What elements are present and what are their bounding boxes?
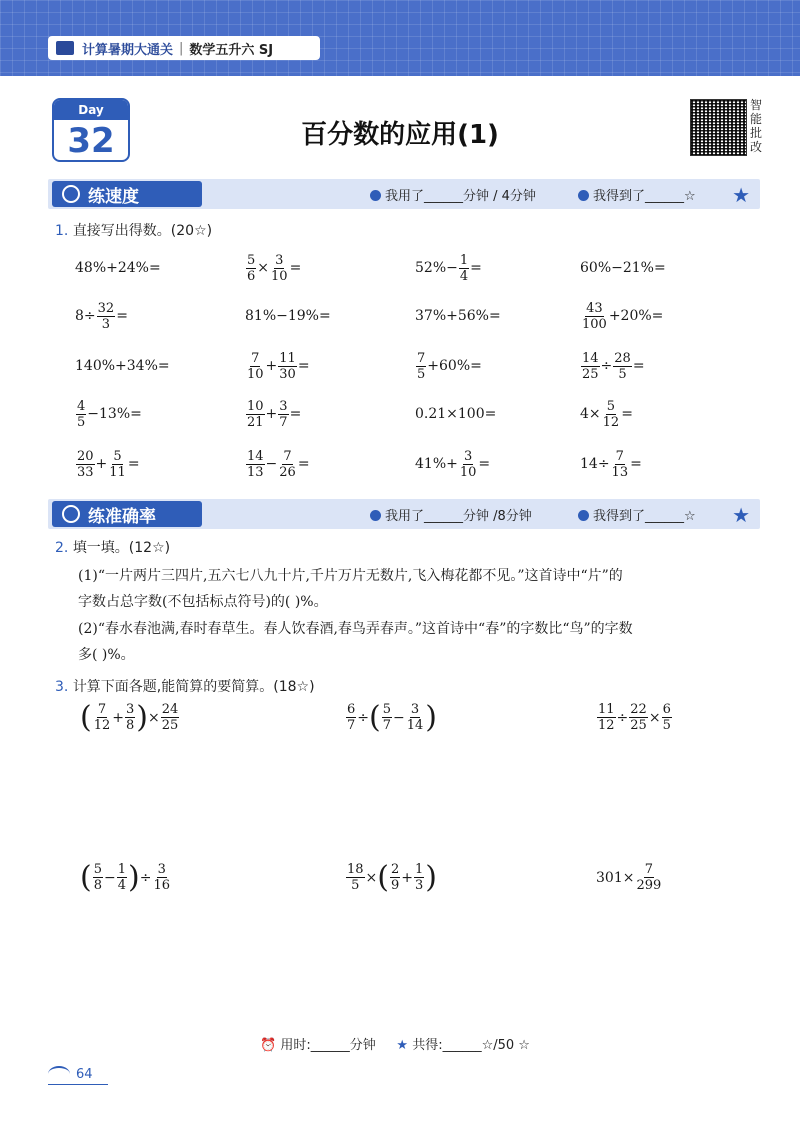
section-accuracy-bar <box>48 499 760 529</box>
question-3-heading <box>55 676 315 696</box>
target-icon <box>62 505 80 523</box>
clock-icon <box>370 510 381 521</box>
footer-time-unit: 分钟 <box>349 1038 376 1053</box>
question-2-number: 2. <box>55 540 69 556</box>
page-number-underline <box>48 1084 108 1085</box>
day-badge <box>52 98 130 162</box>
time-blank[interactable]: ______ <box>424 189 464 204</box>
got-label: 我得到了 <box>593 189 646 204</box>
header-subtitle: 数学五升六 SJ <box>189 42 274 58</box>
q1-item: 41%+ $\frac{3}{10}$ = <box>415 448 491 480</box>
section-speed-bar <box>48 179 760 209</box>
q1-item: 81%−19%= <box>245 308 331 324</box>
q1-row <box>75 346 755 386</box>
section-accuracy-text: 练准确率 <box>88 506 156 527</box>
q1-item: $\frac{4}{5}$ −13%= <box>77 398 142 430</box>
score-meta <box>578 185 696 204</box>
used-label: 我用了 <box>385 509 425 524</box>
header-separator: | <box>179 40 184 56</box>
page-number <box>48 1066 93 1082</box>
got-label: 我得到了 <box>593 509 646 524</box>
q1-row <box>75 296 755 336</box>
question-1-text: 直接写出得数。(20☆) <box>72 223 213 239</box>
footer-summary <box>260 1034 580 1053</box>
q1-item: $\frac{14}{25}$ ÷ $\frac{28}{5}$ = <box>582 350 645 382</box>
day-label: Day <box>54 100 128 120</box>
q1-item: 14÷ $\frac{7}{13}$ = <box>580 448 642 480</box>
q2-p2-line2: 多( )%。 <box>78 647 135 663</box>
question-3-number: 3. <box>55 679 69 695</box>
question-3-text: 计算下面各题,能简算的要简算。(18☆) <box>72 679 315 695</box>
footer-total-label: 共得: <box>412 1038 443 1053</box>
q1-item: $\frac{20}{33}$ + $\frac{5}{11}$ = <box>77 448 140 480</box>
q1-item: $\frac{10}{21}$ + $\frac{3}{7}$ = <box>247 398 302 430</box>
q3-expression: 301× $\frac{7}{299}$ <box>596 862 662 893</box>
q3-expression: ( $\frac{5}{8}$ − $\frac{1}{4}$ ) ÷ $\frac{3}{16}$ <box>80 859 171 895</box>
page-number-text: 64 <box>76 1066 93 1082</box>
q1-item: 48%+24%= <box>75 260 161 276</box>
q1-item: $\frac{7}{10}$ + $\frac{11}{30}$ = <box>247 350 310 382</box>
q1-row <box>75 394 755 434</box>
q3-expression: $\frac{18}{5}$ × ( $\frac{2}{9}$ + $\frac{1}{3}$ ) <box>347 859 438 895</box>
footer-time-blank[interactable]: ______ <box>310 1038 350 1053</box>
footer-total-unit: ☆/50 ☆ <box>481 1038 530 1053</box>
q1-item: $\frac{14}{13}$ − $\frac{7}{26}$ = <box>247 448 310 480</box>
q1-item: 37%+56%= <box>415 308 501 324</box>
q1-item: 52%− $\frac{1}{4}$ = <box>415 252 482 284</box>
stopwatch-icon <box>62 185 80 203</box>
q1-item: 60%−21%= <box>580 260 666 276</box>
page-title: 百分数的应用(1) <box>301 120 499 150</box>
q2-p1-line2: 字数占总字数(不包括标点符号)的( )%。 <box>78 594 328 610</box>
time-used-meta <box>370 185 536 204</box>
clock-icon <box>370 190 381 201</box>
score-meta <box>578 505 696 524</box>
q1-item: 4× $\frac{5}{12}$ = <box>580 398 633 430</box>
q1-item: $\frac{7}{5}$ +60%= <box>417 350 482 382</box>
section-speed-text: 练速度 <box>88 186 139 207</box>
check-icon <box>578 190 589 201</box>
star-icon: ★ <box>732 183 750 207</box>
star-icon: ★ <box>732 503 750 527</box>
day-number: 32 <box>67 121 115 161</box>
q1-item: 0.21×100= <box>415 406 497 422</box>
q1-row <box>75 248 755 288</box>
q3-expression: $\frac{6}{7}$ ÷ ( $\frac{5}{7}$ − $\frac{3}{14}$ ) <box>347 699 438 735</box>
section-accuracy-label <box>52 501 202 527</box>
check-icon <box>578 510 589 521</box>
used-label: 我用了 <box>385 189 425 204</box>
header-tab <box>48 36 320 60</box>
q2-p2-line1: (2)“春水春池满,春时春草生。春人饮春酒,春鸟弄春声。”这首诗中“春”的字数比“鸟”的字数 <box>78 621 633 637</box>
question-2-part-1 <box>78 563 758 615</box>
footer-total-blank[interactable]: ______ <box>442 1038 482 1053</box>
question-2-text: 填一填。(12☆) <box>72 540 171 556</box>
q1-row <box>75 444 755 484</box>
q2-p1-line1: (1)“一片两片三四片,五六七八九十片,千片万片无数片,飞入梅花都不见。”这首诗中“片”的 <box>78 568 623 584</box>
time-limit: 分钟 / 4分钟 <box>463 189 536 204</box>
question-1-heading <box>55 220 212 240</box>
question-2-heading <box>55 537 170 557</box>
q1-item: 140%+34%= <box>75 358 170 374</box>
question-2-part-2 <box>78 616 758 668</box>
brand-title: 计算暑期大通关 <box>82 42 174 58</box>
qr-code-icon[interactable] <box>690 99 747 156</box>
time-blank[interactable]: ______ <box>424 509 464 524</box>
sun-icon <box>48 1066 70 1082</box>
q1-item: 8÷ $\frac{32}{3}$ = <box>75 300 128 332</box>
star-blank[interactable]: ______☆ <box>645 189 696 204</box>
time-limit: 分钟 /8分钟 <box>463 509 532 524</box>
question-1-number: 1. <box>55 223 69 239</box>
q3-expression: $\frac{11}{12}$ ÷ $\frac{22}{25}$ × $\frac{6}{5}$ <box>598 702 671 733</box>
alarm-clock-icon: ⏰ <box>260 1038 277 1053</box>
q3-expression: ( $\frac{7}{12}$ + $\frac{3}{8}$ ) × $\frac{24}{25}$ <box>80 699 179 735</box>
section-speed-label <box>52 181 202 207</box>
q1-item: $\frac{43}{100}$ +20%= <box>582 300 664 332</box>
book-icon <box>56 41 74 55</box>
footer-time-label: 用时: <box>280 1038 311 1053</box>
time-used-meta <box>370 505 532 524</box>
star-blank[interactable]: ______☆ <box>645 509 696 524</box>
qr-label: 智能批改 <box>750 98 763 154</box>
star-icon: ★ <box>396 1038 409 1053</box>
q1-item: $\frac{5}{6}$ × $\frac{3}{10}$ = <box>247 252 302 284</box>
